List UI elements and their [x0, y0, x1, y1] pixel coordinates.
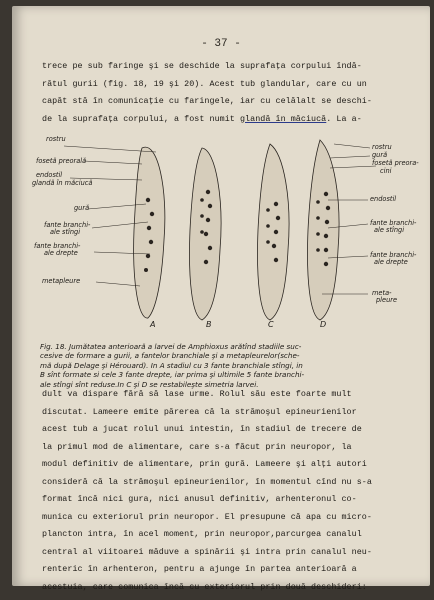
larva-drawings	[30, 130, 418, 330]
text-line: format încă nici gura, nici anusul definitiv, arhenteronul co-	[42, 494, 357, 504]
label-glanda: glandă în măciucă	[32, 179, 93, 187]
caption-line: Fig. 18. Jumătatea anterioară a larvei de Amphioxus arătînd stadiile suc-	[40, 342, 302, 351]
label-fante-stingi-1: fante branchi-	[44, 221, 91, 229]
top-paragraph	[42, 58, 402, 128]
label-fante-drepte-right-1: fante branchi-	[370, 251, 417, 259]
label-fante-stingi-right-1: fante branchi-	[370, 219, 417, 227]
caption-line: cesive de formare a gurii, a fantelor branchiale şi a metapleurelor(sche-	[40, 351, 300, 361]
label-gura: gură	[74, 204, 90, 212]
text-line: discutat. Lameere emite părerea că la strămoşul epineurienilor	[42, 406, 357, 417]
caption-line: ale stîngi sînt reduse.In C şi D se restabileşte simetria larvei.	[40, 379, 259, 389]
text-line: plancton intra, în acel moment, prin neuropor,parcurgea canalul	[42, 529, 362, 539]
larva-panel-c	[258, 144, 290, 320]
label-fante-drepte-right-2: ale drepte	[374, 258, 408, 266]
label-fante-drepte-1: fante branchi-	[34, 242, 81, 250]
label-fante-drepte-2: ale drepte	[44, 249, 78, 257]
label-endostil: endostil	[36, 171, 63, 179]
page-number: - 37 -	[201, 38, 241, 50]
bottom-paragraph	[42, 386, 402, 596]
label-cini: cini	[380, 167, 392, 175]
text-line: acest tub a jucat rolul unui intestin, în stadiul de trecere de	[42, 424, 362, 434]
figure-18	[30, 130, 418, 330]
book-page	[12, 6, 430, 592]
text-line: dult va dispare fără să lase urme. Rolul său este foarte mult	[42, 389, 352, 399]
text-line: munica cu exteriorul prin neuropor. El presupune că apa cu micro-	[42, 511, 372, 522]
text-line: la primul mod de alimentare, care s-a făcut prin neuropor, la	[42, 441, 352, 452]
larva-panel-a	[134, 147, 165, 318]
panel-letter-d: D	[320, 320, 327, 329]
panel-letter-b: B	[206, 320, 212, 329]
text-line: de la suprafaţa corpului, a fost numit	[42, 113, 235, 124]
text-line: trece pe sub faringe şi se deschide la suprafaţa corpului îndă-	[42, 61, 362, 71]
label-fante-stingi-2: ale stîngi	[50, 228, 81, 236]
label-metapleure: metapleure	[42, 277, 81, 285]
text-line: capăt stă în comunicaţie cu faringele, iar cu celălalt se deschi-	[42, 96, 372, 106]
larva-panel-d	[308, 140, 340, 320]
label-foseta-right: fosetă preora-	[372, 159, 419, 167]
text-line: consideră că la strămoşul epineurienilor, în momentul cînd nu s-a	[42, 476, 372, 487]
text-line: . La a-	[326, 113, 362, 124]
panel-letter-a: A	[150, 320, 156, 329]
text-line: central al viitoarei măduve a spinării şi intra prin canalul neu-	[42, 546, 372, 557]
label-fante-stingi-right-2: ale stîngi	[374, 226, 405, 234]
label-rostru: rostru	[46, 135, 66, 143]
figure-caption	[40, 342, 402, 389]
label-metapleure-right-2: pleure	[376, 296, 398, 304]
label-rostru-right: rostru	[372, 143, 392, 151]
text-line: modul definitiv de alimentare, prin gură. Lameere şi alţi autori	[42, 459, 367, 469]
label-endostil-right: endostil	[370, 195, 397, 203]
text-line: acestuia, care comunica încă cu exteriorul prin două deschideri:	[42, 581, 367, 592]
label-gura-right: gură	[372, 151, 388, 159]
caption-line: mă după Delage şi Hérouard). In A stadiul cu 3 fante branchiale stîngi, in	[40, 360, 303, 370]
text-line: renteric în arhenteron, pentru a ajunge în partea anterioară a	[42, 564, 357, 574]
label-foseta-preorala: fosetă preorală	[36, 157, 87, 165]
panel-letter-c: C	[268, 320, 274, 329]
underlined-term: glandă în măciucă	[239, 113, 327, 124]
caption-line: B sînt formate si cele 3 fante drepte, iar prima şi ultimile 5 fante branchi-	[40, 370, 305, 380]
label-metapleure-right-1: meta-	[372, 289, 392, 297]
text-line: rătul gurii (fig. 18, 19 şi 20). Acest tub glandular, care cu un	[42, 78, 367, 89]
